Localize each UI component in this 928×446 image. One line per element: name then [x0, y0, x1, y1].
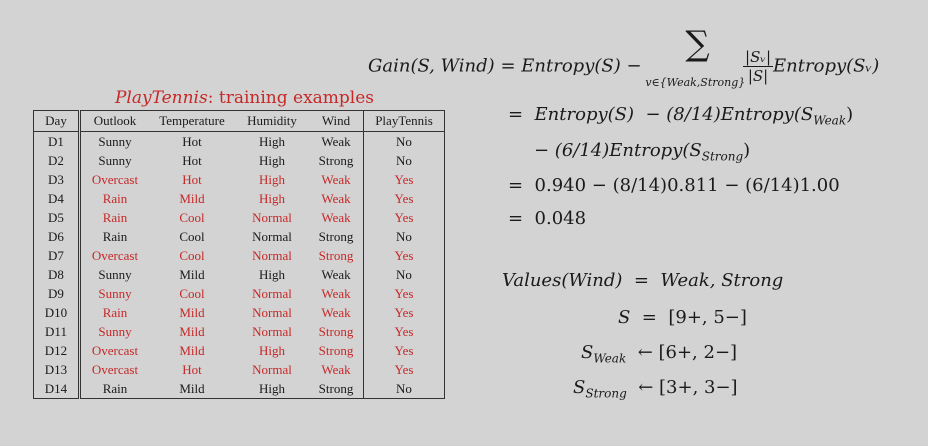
cell-humidity: High	[259, 133, 285, 149]
cell-temperature: Cool	[179, 228, 205, 244]
cell-playtennis: Yes	[394, 323, 414, 339]
cell-outlook: Overcast	[91, 361, 139, 377]
gain-formula-line5	[508, 208, 586, 229]
cell-outlook: Sunny	[98, 285, 132, 301]
gain-formula-line2	[508, 104, 853, 128]
header-wind: Wind	[309, 111, 364, 132]
header-day: Day	[34, 111, 80, 132]
sstrong-base: S	[573, 377, 586, 398]
sstrong-line	[573, 377, 738, 401]
cell-playtennis: Yes	[394, 361, 414, 377]
cell-playtennis: Yes	[394, 247, 414, 263]
cell-wind: Strong	[309, 246, 364, 265]
cell-wind: Strong	[309, 341, 364, 360]
cell-humidity: High	[259, 171, 285, 187]
cell-day: D6	[34, 227, 80, 246]
cell-playtennis: No	[396, 266, 412, 282]
table-row	[34, 284, 445, 303]
header-playtennis: PlayTennis	[364, 111, 445, 132]
cell-temperature: Mild	[179, 190, 205, 206]
cell-playtennis: No	[396, 152, 412, 168]
table-body	[34, 132, 445, 399]
line2-sub: Weak	[813, 113, 847, 128]
cell-day: D9	[34, 284, 80, 303]
s-lhs: S	[618, 307, 631, 328]
cell-playtennis: Yes	[394, 304, 414, 320]
cell-humidity: Normal	[252, 323, 292, 339]
cell-wind: Weak	[309, 265, 364, 284]
cell-day: D12	[34, 341, 80, 360]
cell-humidity: High	[259, 190, 285, 206]
cell-wind: Weak	[309, 132, 364, 152]
cell-playtennis: Yes	[394, 209, 414, 225]
summation	[645, 23, 746, 89]
eq-sign: =	[500, 55, 516, 77]
cell-temperature: Mild	[179, 323, 205, 339]
eq-sign-2: =	[508, 104, 524, 125]
cell-outlook: Sunny	[98, 323, 132, 339]
values-line	[502, 270, 783, 291]
cell-outlook: Sunny	[98, 266, 132, 282]
cell-outlook: Rain	[102, 190, 128, 206]
gain-formula-line3	[534, 140, 750, 164]
sstrong-sub: Strong	[585, 386, 627, 401]
cell-outlook: Rain	[102, 228, 128, 244]
table-caption	[33, 88, 456, 108]
line2-rest: − (8/14)Entropy(S	[645, 104, 814, 125]
cell-day: D5	[34, 208, 80, 227]
fraction-denominator: |S|	[747, 67, 769, 85]
training-table	[33, 110, 445, 399]
cell-wind: Strong	[309, 379, 364, 399]
entropy-s-2: Entropy(S)	[534, 104, 635, 125]
cell-temperature: Hot	[182, 171, 202, 187]
sweak-line	[581, 342, 737, 366]
table-header-row	[34, 111, 445, 132]
cell-day: D7	[34, 246, 80, 265]
sum-index: v∈{Weak,Strong}	[645, 75, 746, 89]
cell-temperature: Cool	[179, 209, 205, 225]
table-row	[34, 151, 445, 170]
cell-day: D14	[34, 379, 80, 399]
cell-playtennis: Yes	[394, 342, 414, 358]
cell-wind: Weak	[309, 303, 364, 322]
cell-day: D2	[34, 151, 80, 170]
eq-sign-5: =	[508, 208, 524, 229]
sweak-rhs: ← [6+, 2−]	[637, 342, 738, 363]
table-row	[34, 360, 445, 379]
cell-temperature: Cool	[179, 247, 205, 263]
line3-end: )	[743, 140, 751, 161]
cell-playtennis: No	[396, 133, 412, 149]
gain-formula-line4	[508, 175, 840, 196]
eq-sign-4: =	[508, 175, 524, 196]
cell-day: D3	[34, 170, 80, 189]
cell-humidity: High	[259, 380, 285, 396]
table-row	[34, 265, 445, 284]
entropy-sv: Entropy(Sᵥ)	[773, 55, 880, 77]
cell-humidity: Normal	[252, 209, 292, 225]
cell-wind: Weak	[309, 170, 364, 189]
cell-temperature: Mild	[179, 304, 205, 320]
table-row	[34, 341, 445, 360]
line3-pre: − (6/14)Entropy(S	[534, 140, 702, 161]
cell-playtennis: Yes	[394, 171, 414, 187]
cell-humidity: Normal	[252, 304, 292, 320]
cell-wind: Strong	[309, 227, 364, 246]
cell-playtennis: No	[396, 380, 412, 396]
cell-temperature: Cool	[179, 285, 205, 301]
table-row	[34, 208, 445, 227]
header-outlook: Outlook	[80, 111, 150, 132]
cell-outlook: Sunny	[98, 152, 132, 168]
cell-day: D4	[34, 189, 80, 208]
cell-temperature: Mild	[179, 266, 205, 282]
cell-day: D11	[34, 322, 80, 341]
cell-outlook: Rain	[102, 209, 128, 225]
cell-wind: Weak	[309, 189, 364, 208]
gain-result: 0.048	[534, 208, 587, 229]
cell-outlook: Overcast	[91, 247, 139, 263]
cell-wind: Strong	[309, 151, 364, 170]
table-row	[34, 303, 445, 322]
table-row	[34, 322, 445, 341]
cell-day: D13	[34, 360, 80, 379]
cell-humidity: Normal	[252, 247, 292, 263]
cell-outlook: Overcast	[91, 171, 139, 187]
cell-wind: Weak	[309, 360, 364, 379]
gain-lhs: Gain(S, Wind)	[368, 55, 495, 77]
cell-day: D10	[34, 303, 80, 322]
cell-playtennis: Yes	[394, 285, 414, 301]
cell-outlook: Rain	[102, 304, 128, 320]
cell-humidity: High	[259, 342, 285, 358]
cell-humidity: Normal	[252, 228, 292, 244]
s-eq: =	[641, 307, 657, 328]
table-row	[34, 170, 445, 189]
values-rhs: Weak, Strong	[660, 270, 784, 291]
caption-italic: PlayTennis	[114, 88, 208, 108]
cell-day: D8	[34, 265, 80, 284]
sweak-base: S	[581, 342, 594, 363]
sum-sign: ∑	[685, 23, 710, 64]
table-row	[34, 227, 445, 246]
s-rhs: [9+, 5−]	[668, 307, 747, 328]
fraction	[743, 48, 773, 85]
caption-rest: : training examples	[207, 88, 375, 108]
cell-temperature: Hot	[182, 361, 202, 377]
cell-temperature: Mild	[179, 380, 205, 396]
table-row	[34, 246, 445, 265]
cell-wind: Weak	[309, 284, 364, 303]
fraction-numerator: |Sᵥ|	[745, 48, 772, 66]
cell-humidity: High	[259, 152, 285, 168]
minus-sign: −	[626, 55, 642, 77]
entropy-s: Entropy(S)	[521, 55, 621, 77]
cell-wind: Weak	[309, 208, 364, 227]
sstrong-rhs: ← [3+, 3−]	[638, 377, 738, 398]
cell-outlook: Rain	[102, 380, 128, 396]
values-eq: =	[633, 270, 649, 291]
values-lhs: Values(Wind)	[502, 270, 623, 291]
line2-end: )	[846, 104, 854, 125]
cell-temperature: Mild	[179, 342, 205, 358]
s-line	[618, 307, 747, 328]
line3-sub: Strong	[701, 149, 744, 164]
header-temperature: Temperature	[149, 111, 235, 132]
cell-wind: Strong	[309, 322, 364, 341]
cell-temperature: Hot	[182, 152, 202, 168]
cell-playtennis: No	[396, 228, 412, 244]
cell-day: D1	[34, 132, 80, 152]
table-row	[34, 132, 445, 152]
sweak-sub: Weak	[593, 351, 627, 366]
cell-outlook: Sunny	[98, 133, 132, 149]
cell-outlook: Overcast	[91, 342, 139, 358]
gain-formula-line1	[368, 23, 880, 89]
cell-temperature: Hot	[182, 133, 202, 149]
table-row	[34, 189, 445, 208]
cell-humidity: Normal	[252, 285, 292, 301]
cell-humidity: Normal	[252, 361, 292, 377]
cell-playtennis: Yes	[394, 190, 414, 206]
header-humidity: Humidity	[235, 111, 309, 132]
line4: 0.940 − (8/14)0.811 − (6/14)1.00	[534, 175, 840, 196]
cell-humidity: High	[259, 266, 285, 282]
table-row	[34, 379, 445, 399]
